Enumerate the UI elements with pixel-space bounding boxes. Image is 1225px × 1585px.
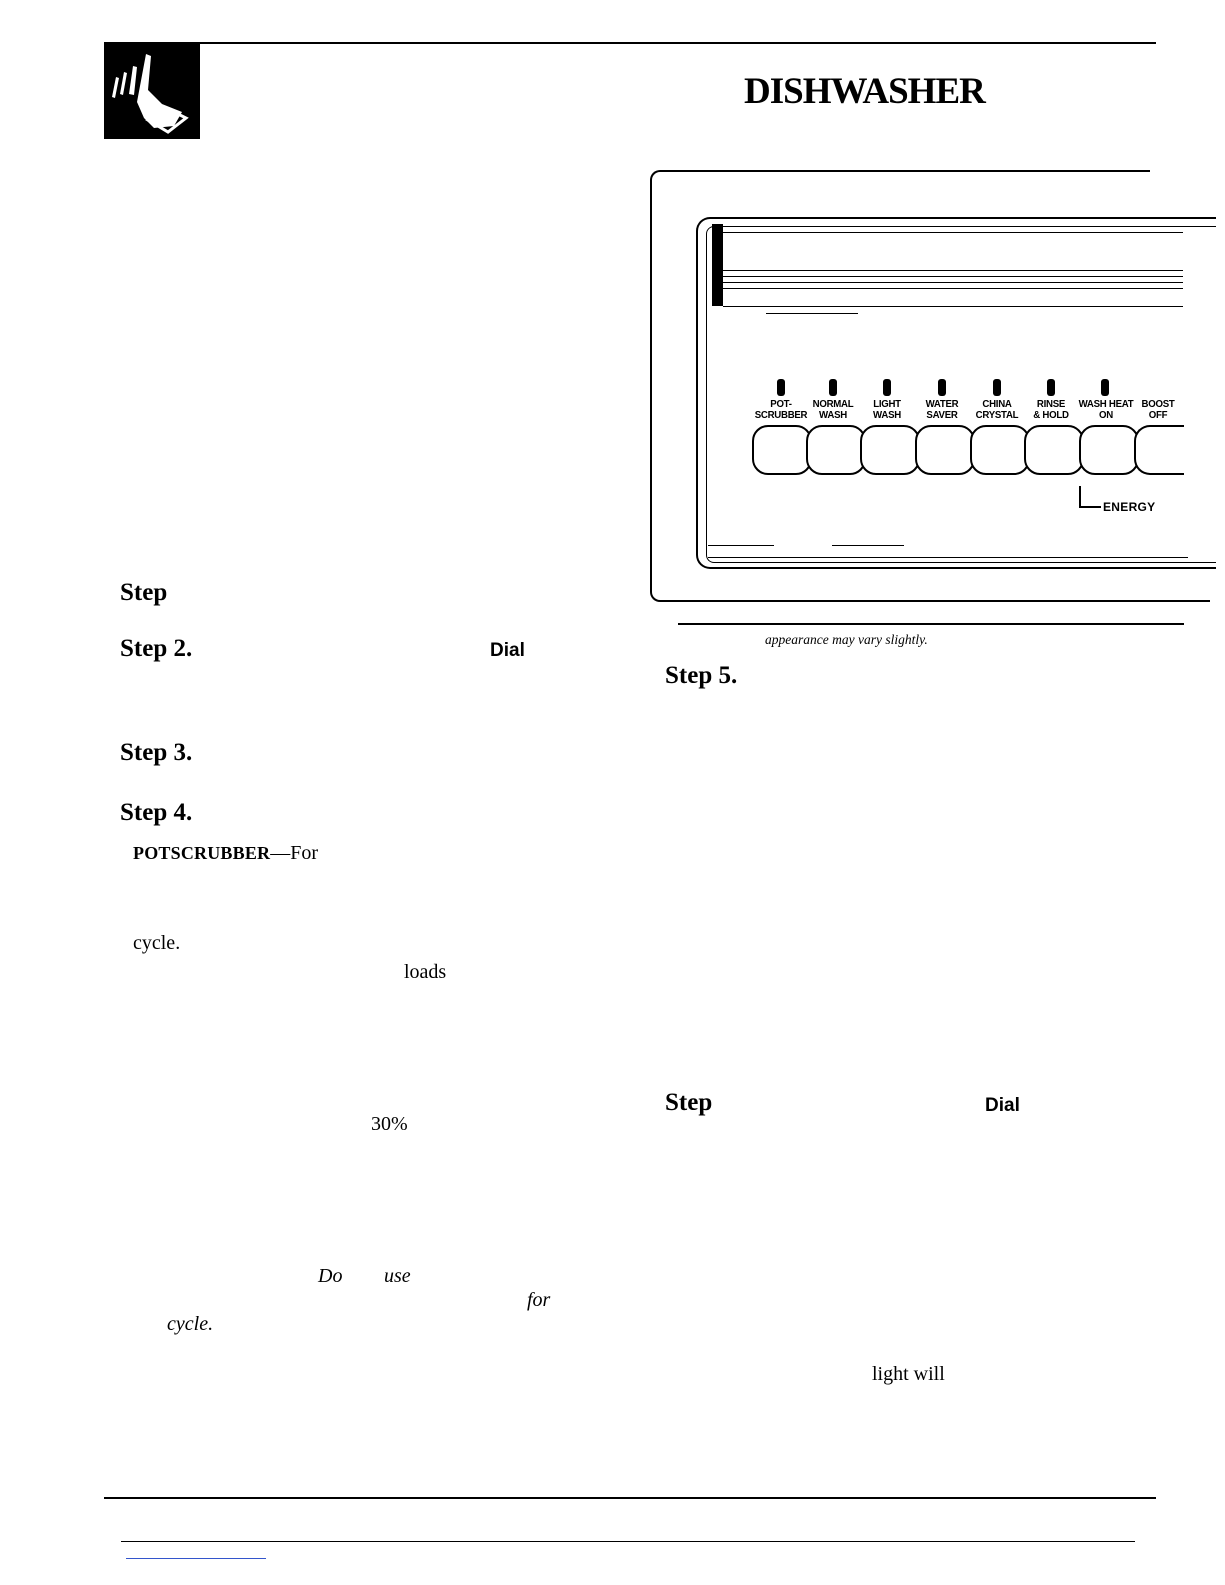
loads-text: loads <box>404 961 447 983</box>
step-5-label: Step 5. <box>665 662 738 689</box>
potscrubber-button[interactable] <box>752 425 812 475</box>
rinse-hold-button-label: RINSE & HOLD <box>1033 398 1069 421</box>
china-crystal-button[interactable] <box>970 425 1030 475</box>
indicator-light <box>993 379 1001 396</box>
light-will-text: light will <box>872 1363 945 1385</box>
potscrubber-suffix: —For <box>270 842 319 864</box>
light-wash-button-label: LIGHT WASH <box>873 398 901 421</box>
panel-trim-line <box>723 276 1183 277</box>
footer-rule-thin <box>121 1541 1135 1542</box>
boost-button-label: BOOST OFF <box>1141 399 1175 421</box>
panel-trim-bar <box>712 224 723 306</box>
indicator-light <box>883 379 891 396</box>
panel-trim-line <box>723 288 1183 289</box>
cycle-italic-text: cycle. <box>167 1313 214 1335</box>
step-1-label: Step <box>120 579 168 606</box>
panel-bottom-line <box>708 545 774 546</box>
step-2-label: Step 2. <box>120 635 193 662</box>
hand-pressing-button-icon <box>104 42 200 139</box>
panel-caption: appearance may vary slightly. <box>765 632 928 647</box>
use-text: use <box>384 1265 411 1287</box>
header-rule <box>104 42 1156 44</box>
energy-bracket <box>1079 486 1101 508</box>
panel-trim-line <box>723 282 1183 283</box>
step-3-label: Step 3. <box>120 739 193 766</box>
potscrubber-term: POTSCRUBBER <box>133 843 271 863</box>
potscrubber-heading <box>133 843 318 863</box>
panel-divider <box>766 313 858 314</box>
percent-text: 30% <box>371 1113 408 1135</box>
indicator-light <box>1101 379 1109 396</box>
panel-trim-line <box>723 306 1183 307</box>
footer-rule <box>104 1497 1156 1499</box>
do-text: Do <box>318 1265 343 1287</box>
footer-link-underline <box>126 1558 266 1559</box>
light-wash-button[interactable] <box>860 425 920 475</box>
indicator-light <box>777 379 785 396</box>
panel-trim-line <box>723 270 1183 271</box>
water-saver-button-label: WATER SAVER <box>925 398 959 421</box>
water-saver-button[interactable] <box>915 425 975 475</box>
for-text: for <box>527 1289 551 1311</box>
indicator-light <box>1047 379 1055 396</box>
cycle-text: cycle. <box>133 932 181 954</box>
indicator-light <box>938 379 946 396</box>
step-6-dial-word: Dial <box>985 1095 1020 1116</box>
energy-label: ENERGY <box>1103 500 1156 514</box>
step-4-label: Step 4. <box>120 799 193 826</box>
potscrubber-button-label: POT- SCRUBBER <box>754 398 808 421</box>
panel-bottom-line <box>832 545 904 546</box>
caption-rule <box>678 623 1184 625</box>
panel-bottom-line <box>708 557 1188 558</box>
wash-heat-button[interactable] <box>1079 425 1139 475</box>
page-title: DISHWASHER <box>744 71 985 112</box>
step-2-dial-word: Dial <box>490 640 525 661</box>
indicator-light <box>829 379 837 396</box>
step-6-label: Step <box>665 1089 713 1116</box>
rinse-hold-button[interactable] <box>1024 425 1084 475</box>
normal-wash-button-label: NORMAL WASH <box>812 398 854 421</box>
wash-heat-button-label: WASH HEAT ON <box>1078 398 1134 421</box>
boost-button[interactable] <box>1134 425 1184 475</box>
china-crystal-button-label: CHINA CRYSTAL <box>975 398 1019 421</box>
normal-wash-button[interactable] <box>806 425 866 475</box>
panel-trim-line <box>723 232 1183 233</box>
